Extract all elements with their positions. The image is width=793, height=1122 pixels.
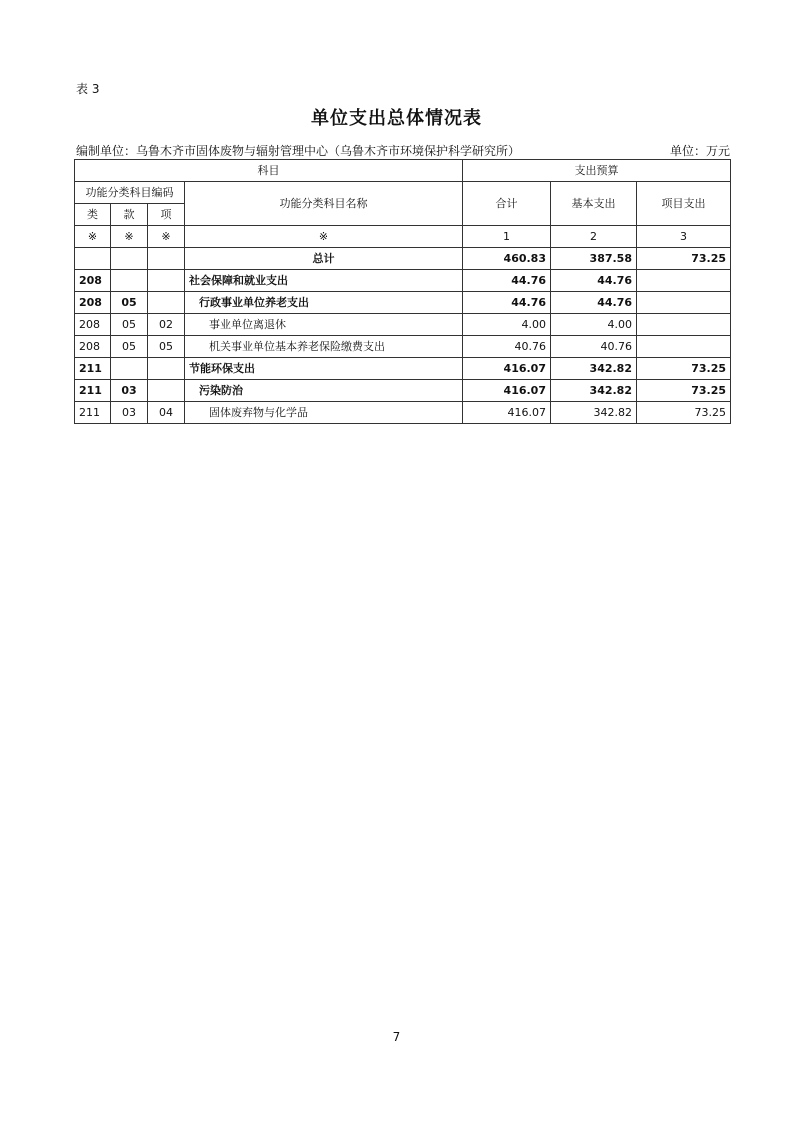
- table-row: [75, 336, 731, 358]
- page-title: 单位支出总体情况表: [311, 108, 482, 129]
- col-number-2: 2: [551, 226, 637, 248]
- cell-name: 固体废弃物与化学品: [185, 402, 463, 424]
- cell-project: 73.25: [637, 402, 731, 424]
- summary-label: 总计: [185, 248, 463, 270]
- budget-table: [74, 159, 731, 424]
- cell-project: [637, 314, 731, 336]
- cell-name: 污染防治: [185, 380, 463, 402]
- header-row-2: [75, 182, 731, 204]
- cell-name: 机关事业单位基本养老保险缴费支出: [185, 336, 463, 358]
- table-row: [75, 270, 731, 292]
- cell-lei: 211: [75, 380, 111, 402]
- header-basic: 基本支出: [551, 182, 637, 226]
- cell-kuan: 05: [111, 336, 148, 358]
- mark-xiang: ※: [148, 226, 185, 248]
- cell-lei: 211: [75, 402, 111, 424]
- table-row: [75, 402, 731, 424]
- cell-basic: 44.76: [551, 292, 637, 314]
- cell-xiang: 05: [148, 336, 185, 358]
- table-row: [75, 314, 731, 336]
- header-project: 项目支出: [637, 182, 731, 226]
- cell-lei: 208: [75, 336, 111, 358]
- cell-xiang: 04: [148, 402, 185, 424]
- header-kuan: 款: [111, 204, 148, 226]
- mark-lei: ※: [75, 226, 111, 248]
- unit-label: 单位：万元: [669, 144, 730, 158]
- summary-row: [75, 248, 731, 270]
- cell-lei: 208: [75, 314, 111, 336]
- cell-name: 事业单位离退休: [185, 314, 463, 336]
- cell-name: 行政事业单位养老支出: [185, 292, 463, 314]
- header-name: 功能分类科目名称: [185, 182, 463, 226]
- cell-total: 4.00: [463, 314, 551, 336]
- table-row: [75, 292, 731, 314]
- cell-total: 416.07: [463, 402, 551, 424]
- cell-xiang: [148, 358, 185, 380]
- header-subject: 科目: [75, 160, 463, 182]
- cell-project: 73.25: [637, 358, 731, 380]
- header-code-group: 功能分类科目编码: [75, 182, 185, 204]
- cell-kuan: 03: [111, 380, 148, 402]
- table-row: [75, 358, 731, 380]
- cell-total: 40.76: [463, 336, 551, 358]
- header-row-1: [75, 160, 731, 182]
- organization-label: 编制单位：乌鲁木齐市固体废物与辐射管理中心（乌鲁木齐市环境保护科学研究所）: [76, 144, 521, 158]
- cell-total: 44.76: [463, 292, 551, 314]
- header-xiang: 项: [148, 204, 185, 226]
- cell-name: 节能环保支出: [185, 358, 463, 380]
- cell-name: 社会保障和就业支出: [185, 270, 463, 292]
- cell-basic: 4.00: [551, 314, 637, 336]
- cell-kuan: 03: [111, 402, 148, 424]
- cell-lei: 211: [75, 358, 111, 380]
- cell-project: [637, 336, 731, 358]
- cell-project: [637, 270, 731, 292]
- cell-kuan: 05: [111, 314, 148, 336]
- cell-kuan: [111, 270, 148, 292]
- cell-basic: 342.82: [551, 380, 637, 402]
- cell-total: 416.07: [463, 358, 551, 380]
- header-row-4: [75, 226, 731, 248]
- cell-xiang: [148, 292, 185, 314]
- mark-kuan: ※: [111, 226, 148, 248]
- cell-basic: 44.76: [551, 270, 637, 292]
- mark-name: ※: [185, 226, 463, 248]
- table-label: 表 3: [76, 82, 100, 96]
- cell-xiang: [148, 380, 185, 402]
- summary-total: 460.83: [463, 248, 551, 270]
- cell-total: 416.07: [463, 380, 551, 402]
- cell-kuan: 05: [111, 292, 148, 314]
- cell-basic: 342.82: [551, 358, 637, 380]
- cell-basic: 40.76: [551, 336, 637, 358]
- cell-basic: 342.82: [551, 402, 637, 424]
- page-number: 7: [392, 1030, 401, 1044]
- col-number-1: 1: [463, 226, 551, 248]
- cell-xiang: 02: [148, 314, 185, 336]
- cell-lei: 208: [75, 270, 111, 292]
- table-row: [75, 380, 731, 402]
- cell-lei: 208: [75, 292, 111, 314]
- cell-xiang: [148, 270, 185, 292]
- header-total: 合计: [463, 182, 551, 226]
- cell-project: [637, 292, 731, 314]
- header-lei: 类: [75, 204, 111, 226]
- summary-project: 73.25: [637, 248, 731, 270]
- meta-line: [76, 142, 730, 158]
- header-budget: 支出预算: [463, 160, 731, 182]
- cell-kuan: [111, 358, 148, 380]
- cell-project: 73.25: [637, 380, 731, 402]
- col-number-3: 3: [637, 226, 731, 248]
- cell-total: 44.76: [463, 270, 551, 292]
- summary-basic: 387.58: [551, 248, 637, 270]
